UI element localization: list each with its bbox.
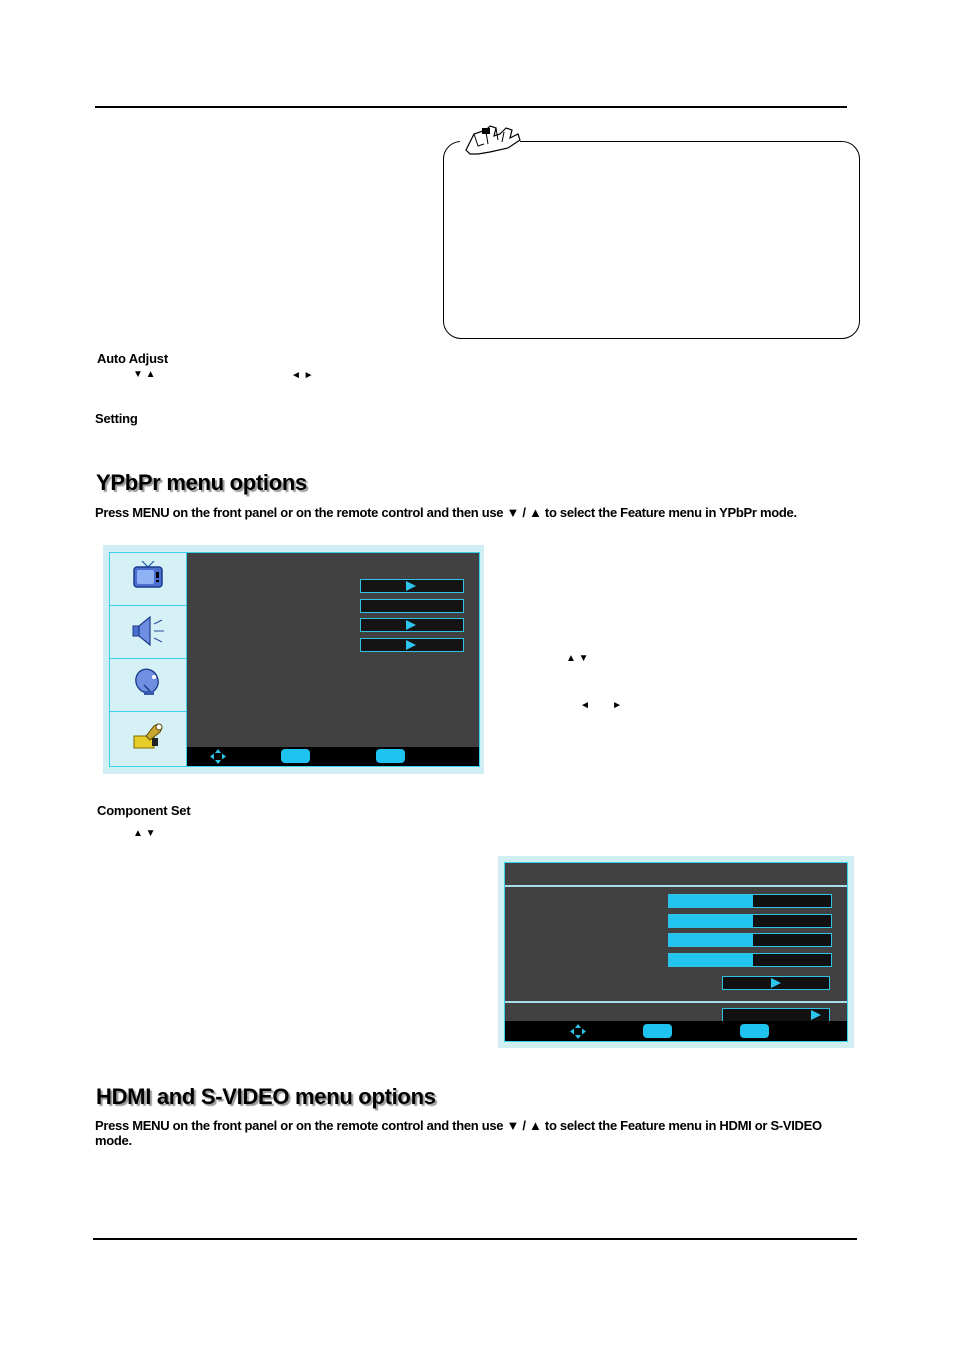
osd-option-bar-3[interactable]: [360, 618, 464, 632]
osd-bottom-bar: [505, 1021, 847, 1041]
component-slider-1[interactable]: [668, 894, 832, 908]
osd-select-button[interactable]: [643, 1024, 672, 1038]
hdmi-instruction-line2: mode.: [95, 1133, 132, 1148]
sidebar-item-sound[interactable]: [110, 606, 186, 659]
osd-option-bar-2[interactable]: [360, 599, 464, 613]
sidebar-item-picture[interactable]: [110, 553, 186, 606]
hdmi-instruction-line1: Press MENU on the front panel or on the remote control and then use ▼ / ▲ to select the Feature menu in HDMI or S-VIDEO: [95, 1118, 822, 1133]
auto-adjust-updown-arrows: ▼ ▲: [133, 369, 156, 380]
navigate-icon: [210, 749, 226, 769]
osd-option-bar-5[interactable]: [722, 976, 830, 990]
arrow-right-icon: [406, 620, 416, 630]
osd-option-bar-6[interactable]: [722, 1008, 830, 1022]
navigate-icon: [570, 1024, 586, 1044]
speaker-icon: [130, 614, 166, 653]
bottom-rule: [93, 1238, 857, 1240]
top-rule: [95, 106, 847, 108]
component-set-label: Component Set: [97, 803, 191, 818]
osd-exit-button[interactable]: [376, 749, 405, 763]
setting-label: Setting: [95, 411, 138, 426]
slider-fill: [669, 954, 753, 966]
osd-frame: [504, 862, 848, 1042]
component-osd-menu: [498, 856, 854, 1048]
component-slider-4[interactable]: [668, 953, 832, 967]
ypbpr-leftright-arrows: ◄ ►: [580, 700, 623, 711]
auto-adjust-leftright-arrows: ◄ ►: [291, 370, 314, 381]
arrow-right-icon: [406, 581, 416, 591]
ypbpr-updown-arrows: ▲ ▼: [566, 653, 589, 664]
auto-adjust-label: Auto Adjust: [97, 351, 168, 366]
slider-fill: [669, 895, 753, 907]
osd-option-bar-4[interactable]: [360, 638, 464, 652]
ypbpr-heading: YPbPr menu options: [96, 470, 307, 495]
arrow-right-icon: [811, 1010, 821, 1020]
ypbpr-osd-menu: [103, 545, 484, 774]
component-slider-3[interactable]: [668, 933, 832, 947]
arrow-right-icon: [406, 640, 416, 650]
ypbpr-instruction: Press MENU on the front panel or on the remote control and then use ▼ / ▲ to select the Feature menu in YPbPr mode.: [95, 505, 797, 520]
wrench-icon: [132, 720, 166, 757]
osd-frame: [109, 552, 480, 767]
osd-separator: [505, 1001, 847, 1003]
component-slider-2[interactable]: [668, 914, 832, 928]
component-set-arrows: ▲ ▼: [133, 828, 156, 839]
osd-bottom-bar: [187, 747, 479, 766]
osd-title-bar: [505, 863, 847, 887]
sidebar-item-feature[interactable]: [110, 712, 186, 764]
osd-option-bar-1[interactable]: [360, 579, 464, 593]
note-hand-icon: [460, 122, 522, 162]
slider-fill: [669, 915, 753, 927]
osd-exit-button[interactable]: [740, 1024, 769, 1038]
osd-sidebar: [110, 553, 187, 766]
osd-select-button[interactable]: [281, 749, 310, 763]
sidebar-item-channel[interactable]: [110, 659, 186, 712]
hdmi-heading: HDMI and S-VIDEO menu options: [96, 1084, 436, 1109]
note-box: [443, 141, 860, 339]
tv-icon: [132, 559, 164, 596]
satellite-icon: [132, 667, 164, 706]
arrow-right-icon: [771, 978, 781, 988]
slider-fill: [669, 934, 753, 946]
